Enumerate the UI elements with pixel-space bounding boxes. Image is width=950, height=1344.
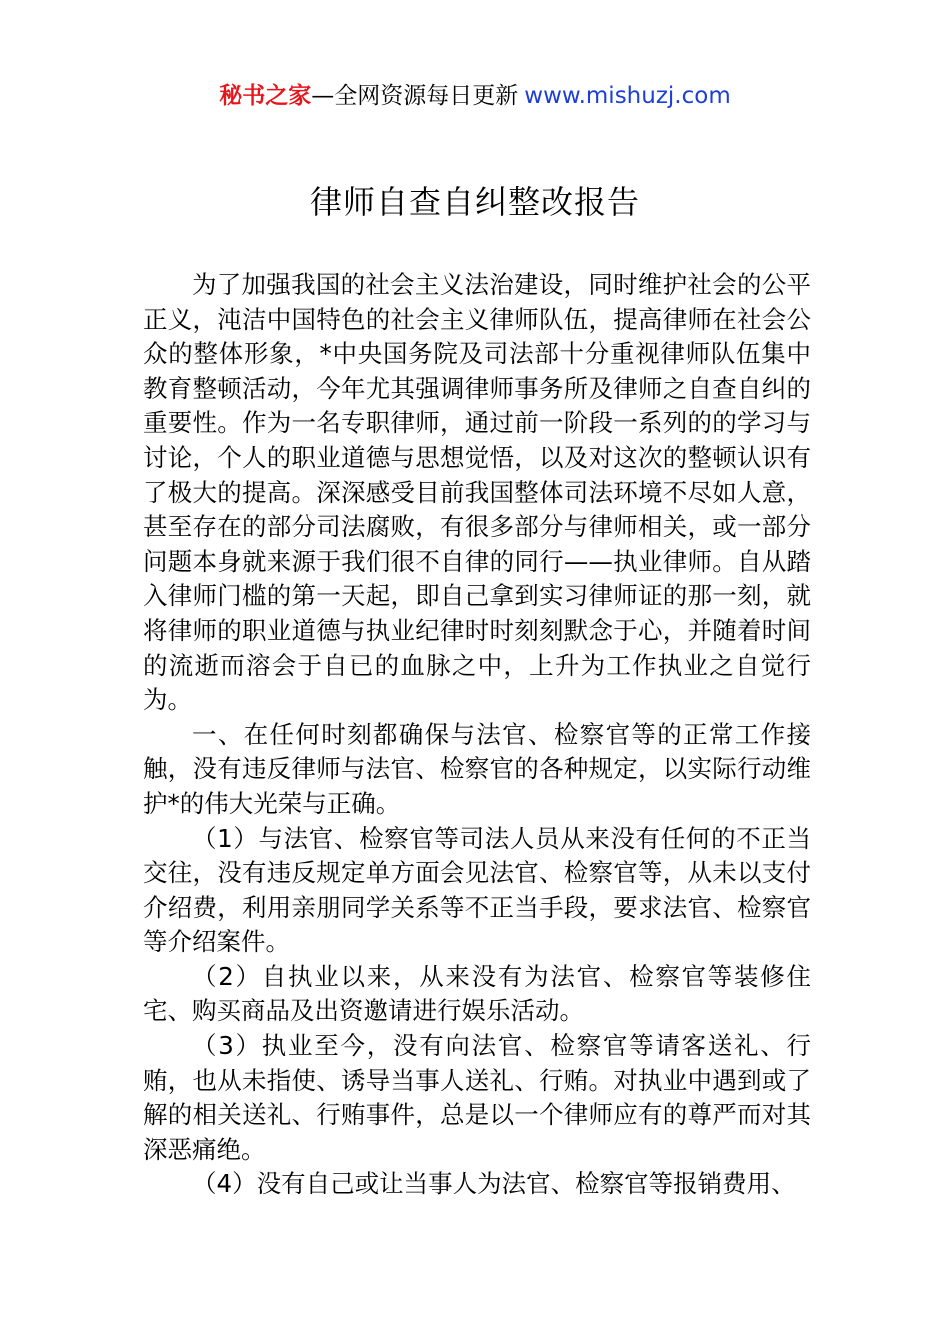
site-url-link[interactable]: www.mishuzj.com xyxy=(524,83,731,109)
site-brand: 秘书之家 xyxy=(219,83,312,109)
body-paragraph-item-1: （1）与法官、检察官等司法人员从来没有任何的不正当交往，没有违反规定单方面会见法官、检察官等，从未以支付介绍费，利用亲朋同学关系等不正当手段，要求法官、检察官等介绍案件。 xyxy=(143,823,811,957)
site-tagline: —全网资源每日更新 xyxy=(311,83,519,109)
body-paragraph-intro: 为了加强我国的社会主义法治建设，同时维护社会的公平正义，沌洁中国特色的社会主义律师队伍，提高律师在社会公众的整体形象，*中央国务院及司法部十分重视律师队伍集中教育整顿活动，今年尤其强调律师事务所及律师之自查自纠的重要性。作为一名专职律师，通过前一阶段一系列的的学习与讨论，个人的职业道德与思想觉悟，以及对这次的整顿认识有了极大的提高。深深感受目前我国整体司法环境不尽如人意，甚至存在的部分司法腐败，有很多部分与律师相关，或一部分问题本身就来源于我们很不自律的同行——执业律师。自从踏入律师门槛的第一天起，即自己拿到实习律师证的那一刻，就将律师的职业道德与执业纪律时时刻刻默念于心，并随着时间的流逝而溶会于自已的血脉之中，上升为工作执业之自觉行为。 xyxy=(143,270,811,715)
site-header xyxy=(0,80,950,112)
body-paragraph-item-3: （3）执业至今，没有向法官、检察官等请客送礼、行贿，也从未指使、诱导当事人送礼、行贿。对执业中遇到或了解的相关送礼、行贿事件，总是以一个律师应有的尊严而对其深恶痛绝。 xyxy=(143,1031,811,1164)
body-paragraph-item-4: （4）没有自己或让当事人为法官、检察官等报销费用、 xyxy=(192,1169,796,1199)
document-body xyxy=(143,268,811,1202)
body-paragraph-item-2: （2）自执业以来，从来没有为法官、检察官等装修住宅、购买商品及出资邀请进行娱乐活动。 xyxy=(143,961,811,1026)
document-title: 律师自查自纠整改报告 xyxy=(309,183,640,221)
body-paragraph-section-1: 一、在任何时刻都确保与法官、检察官等的正常工作接触，没有违反律师与法官、检察官的各种规定，以实际行动维护*的伟大光荣与正确。 xyxy=(143,719,811,818)
